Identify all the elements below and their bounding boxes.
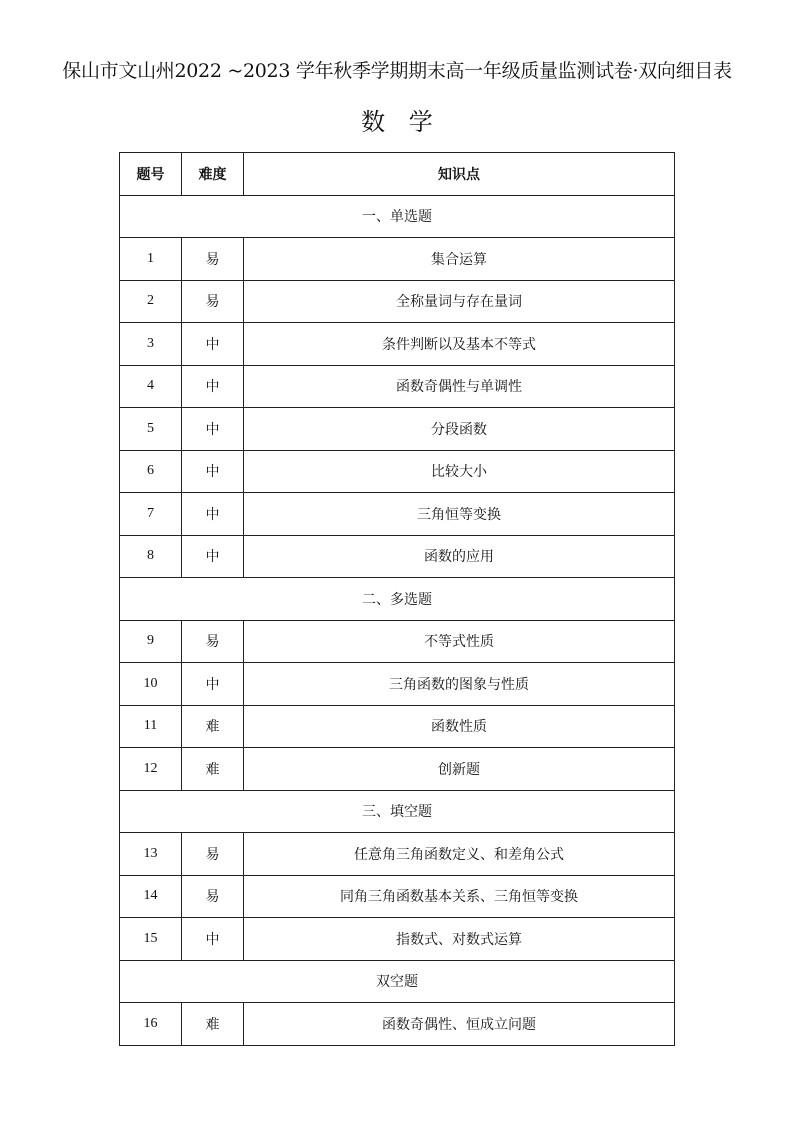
table-row [120,408,675,451]
table-row [120,323,675,366]
table-row [120,918,675,961]
knowledge-point: 分段函数 [244,408,675,451]
difficulty-level: 中 [182,323,244,366]
table-header-row [120,153,675,196]
knowledge-point: 比较大小 [244,450,675,493]
table-row [120,875,675,918]
table-row [120,663,675,706]
difficulty-level: 难 [182,1003,244,1046]
table-row [120,535,675,578]
knowledge-point: 函数奇偶性、恒成立问题 [244,1003,675,1046]
table-row [120,450,675,493]
question-number: 9 [120,620,182,663]
knowledge-point: 三角函数的图象与性质 [244,663,675,706]
question-number: 13 [120,833,182,876]
column-header-topic: 知识点 [244,153,675,196]
difficulty-level: 难 [182,748,244,791]
knowledge-point: 同角三角函数基本关系、三角恒等变换 [244,875,675,918]
table-row [120,1003,675,1046]
question-number: 5 [120,408,182,451]
specification-table [119,152,675,1046]
question-number: 12 [120,748,182,791]
question-number: 14 [120,875,182,918]
difficulty-level: 难 [182,705,244,748]
difficulty-level: 中 [182,408,244,451]
question-number: 1 [120,238,182,281]
table-row [120,280,675,323]
difficulty-level: 中 [182,663,244,706]
question-number: 11 [120,705,182,748]
table-row [120,238,675,281]
difficulty-level: 中 [182,365,244,408]
difficulty-level: 易 [182,875,244,918]
table-row [120,493,675,536]
table-row [120,620,675,663]
difficulty-level: 中 [182,493,244,536]
subject-heading: 数 学 [361,108,441,136]
difficulty-level: 易 [182,833,244,876]
difficulty-level: 中 [182,450,244,493]
question-number: 2 [120,280,182,323]
section-heading-row [120,790,675,833]
question-number: 7 [120,493,182,536]
difficulty-level: 中 [182,535,244,578]
document-title: 保山市文山州2022 ~2023 学年秋季学期期末高一年级质量监测试卷·双向细目表 [62,60,732,82]
knowledge-point: 函数的应用 [244,535,675,578]
section-heading: 一、单选题 [120,195,675,238]
difficulty-level: 中 [182,918,244,961]
knowledge-point: 三角恒等变换 [244,493,675,536]
knowledge-point: 创新题 [244,748,675,791]
difficulty-level: 易 [182,280,244,323]
question-number: 10 [120,663,182,706]
column-header-number: 题号 [120,153,182,196]
question-number: 16 [120,1003,182,1046]
section-heading: 二、多选题 [120,578,675,621]
knowledge-point: 函数性质 [244,705,675,748]
knowledge-point: 条件判断以及基本不等式 [244,323,675,366]
knowledge-point: 全称量词与存在量词 [244,280,675,323]
column-header-difficulty: 难度 [182,153,244,196]
table-row [120,365,675,408]
knowledge-point: 任意角三角函数定义、和差角公式 [244,833,675,876]
question-number: 15 [120,918,182,961]
section-heading-row [120,195,675,238]
section-heading: 三、填空题 [120,790,675,833]
section-heading-row [120,578,675,621]
difficulty-level: 易 [182,238,244,281]
question-number: 6 [120,450,182,493]
table-row [120,748,675,791]
question-number: 4 [120,365,182,408]
section-heading: 双空题 [120,960,675,1003]
table-row [120,833,675,876]
knowledge-point: 集合运算 [244,238,675,281]
question-number: 3 [120,323,182,366]
table-body [120,195,675,1045]
section-heading-row [120,960,675,1003]
question-number: 8 [120,535,182,578]
knowledge-point: 不等式性质 [244,620,675,663]
difficulty-level: 易 [182,620,244,663]
knowledge-point: 函数奇偶性与单调性 [244,365,675,408]
table-row [120,705,675,748]
knowledge-point: 指数式、对数式运算 [244,918,675,961]
